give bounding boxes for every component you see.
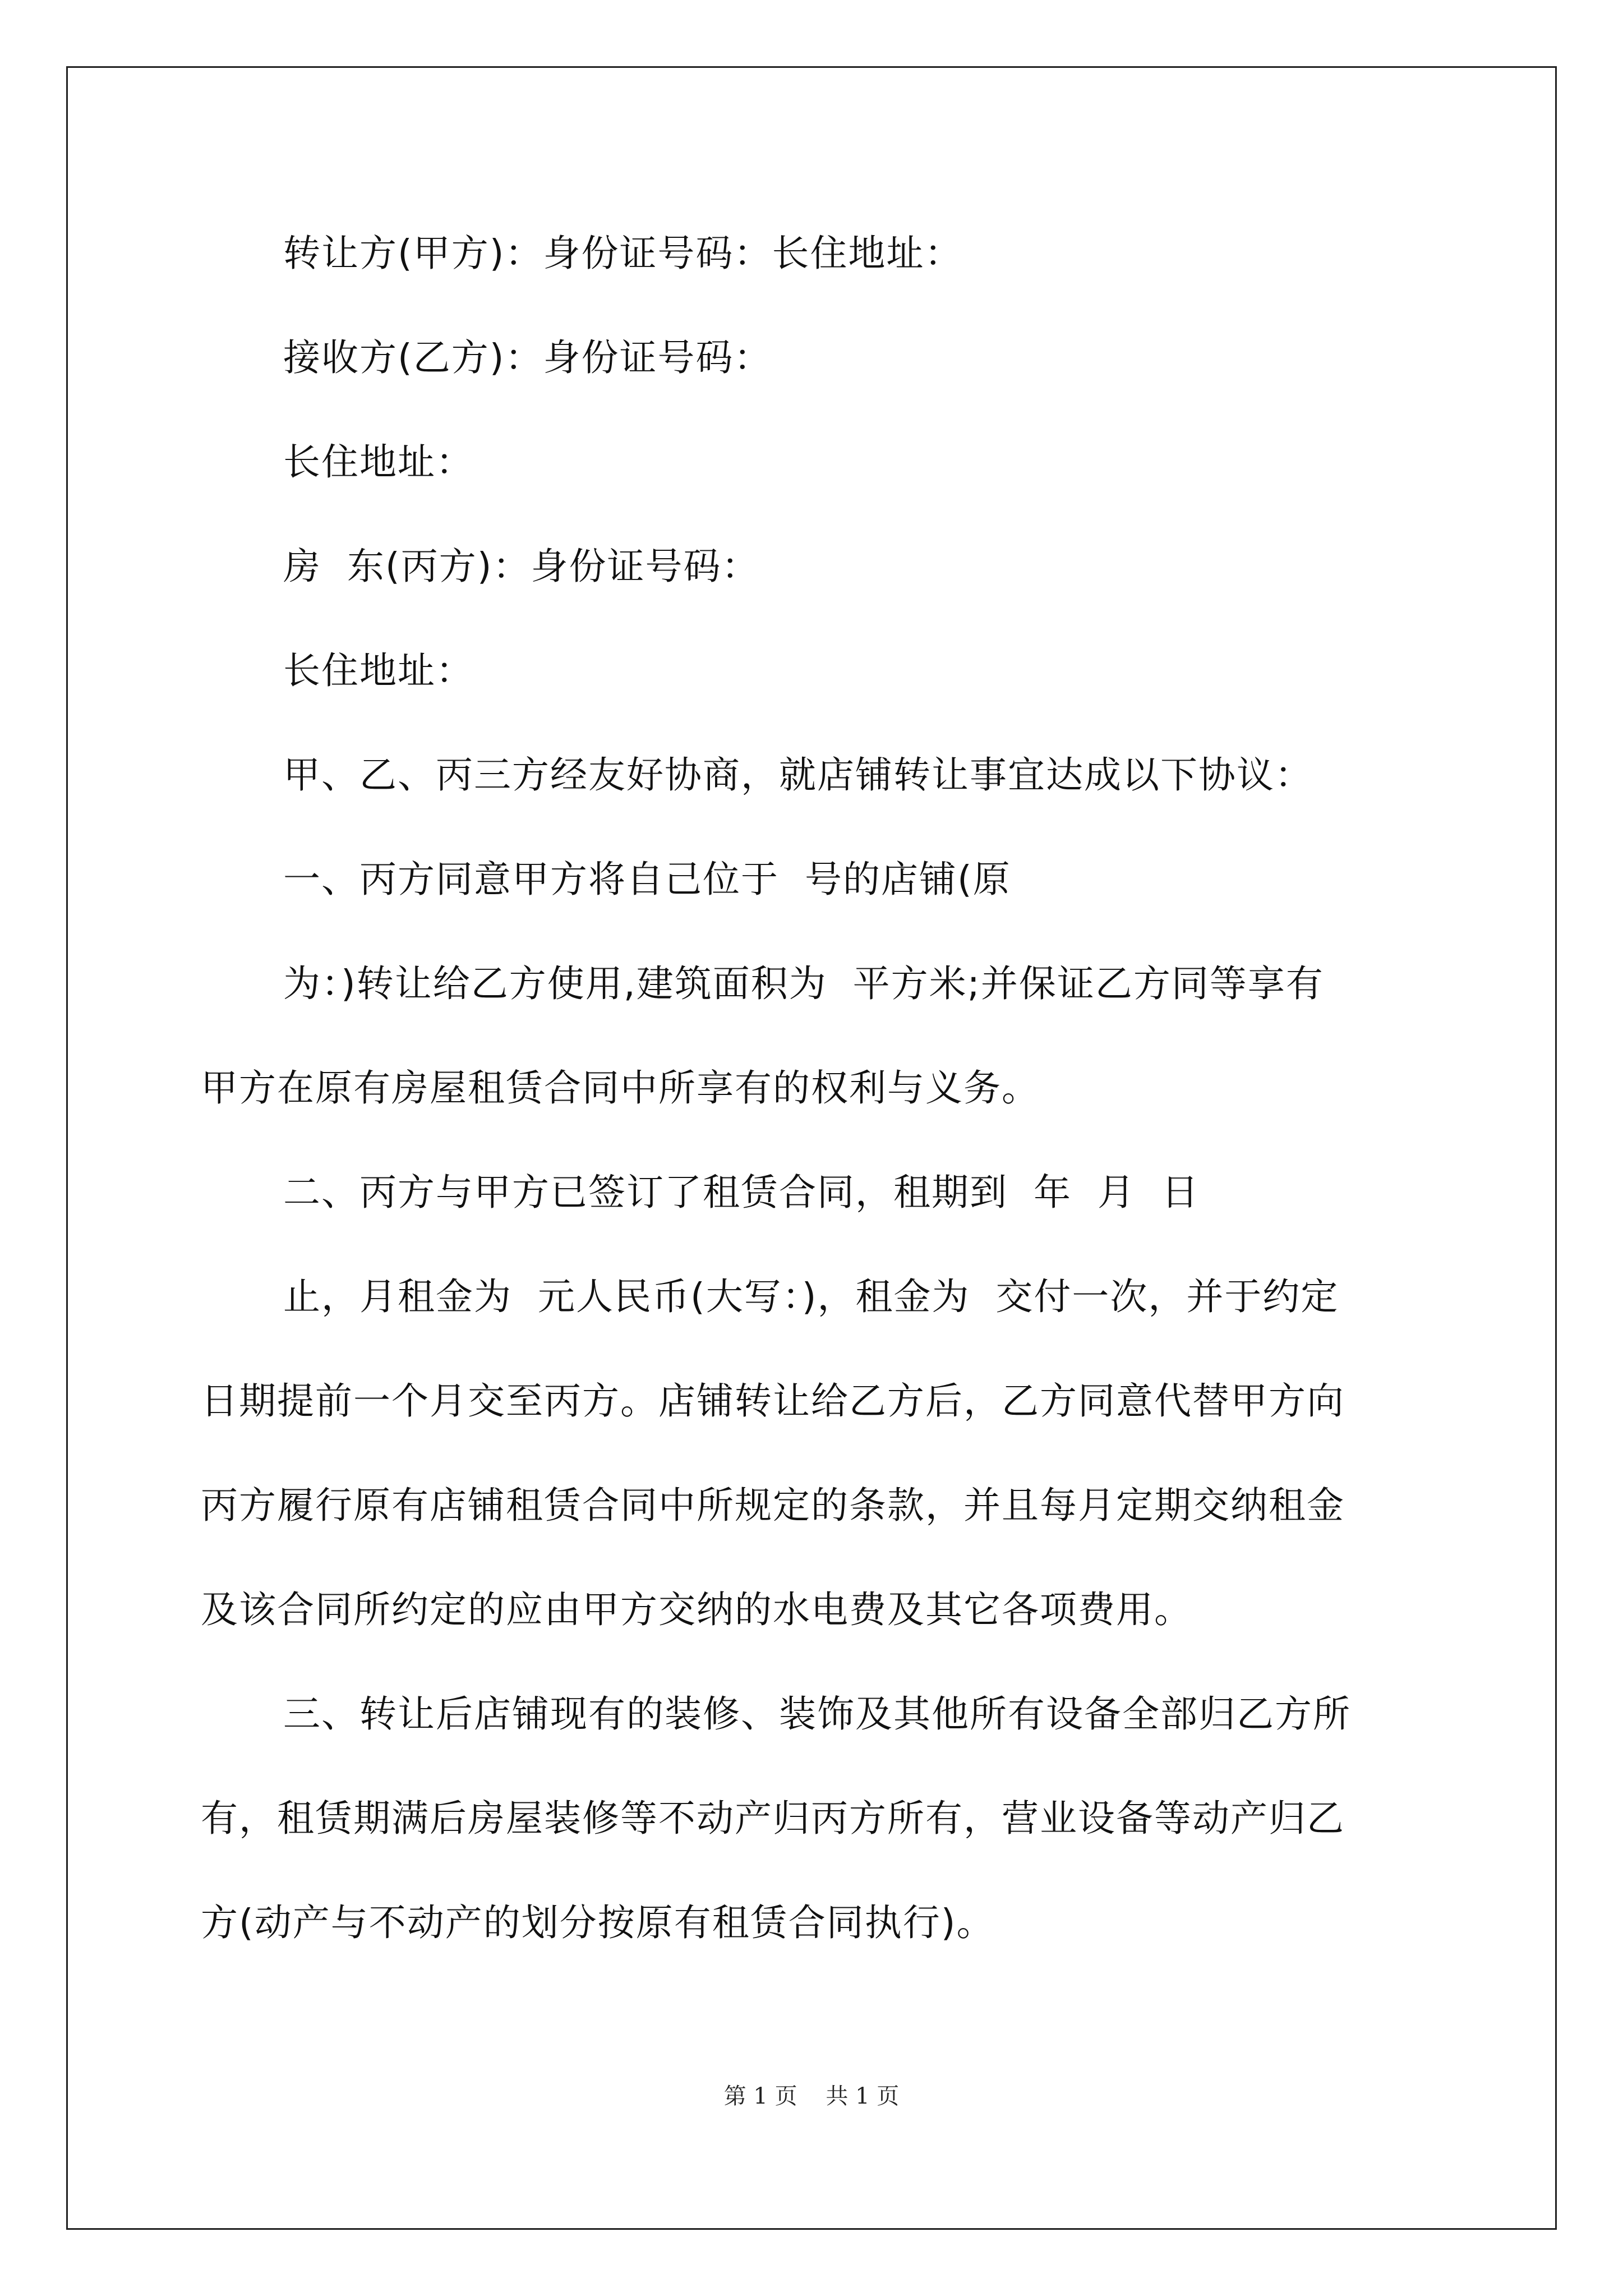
clause-3-line-1: 三、转让后店铺现有的装修、装饰及其他所有设备全部归乙方所 [283,1692,1351,1736]
clause-2-line-2: 止，月租金为 元人民币(大写：)，租金为 交付一次，并于约定 [283,1275,1339,1318]
receiver-line: 接收方(乙方)：身份证号码： [283,336,772,379]
clause-3-line-3: 方(动产与不动产的划分按原有租赁合同执行)。 [201,1901,995,1944]
clause-2-line-1: 二、丙方与甲方已签订了租赁合同，租期到 年 月 日 [283,1171,1200,1214]
page-number: 第 1 页 共 1 页 [723,2083,900,2109]
clause-2-line-4: 丙方履行原有店铺租赁合同中所规定的条款，并且每月定期交纳租金 [201,1484,1345,1527]
clause-2-line-3: 日期提前一个月交至丙方。店铺转让给乙方后，乙方同意代替甲方向 [201,1379,1345,1423]
clause-3-line-2: 有，租赁期满后房屋装修等不动产归丙方所有，营业设备等动产归乙 [201,1797,1345,1840]
landlord-line: 房 东(丙方)：身份证号码： [283,545,760,588]
clause-1-line-2: 为：)转让给乙方使用,建筑面积为 平方米;并保证乙方同等享有 [283,962,1324,1005]
clause-2-line-5: 及该合同所约定的应由甲方交纳的水电费及其它各项费用。 [201,1588,1192,1631]
receiver-address-line: 长住地址： [283,440,474,484]
agreement-intro: 甲、乙、丙三方经友好协商，就店铺转让事宜达成以下协议： [283,753,1313,797]
landlord-address-line: 长住地址： [283,649,474,692]
clause-1-line-3: 甲方在原有房屋租赁合同中所享有的权利与义务。 [201,1066,1040,1110]
transferor-line: 转让方(甲方)：身份证号码：长住地址： [283,232,963,275]
clause-1-line-1: 一、丙方同意甲方将自己位于 号的店铺(原 [283,858,1011,901]
